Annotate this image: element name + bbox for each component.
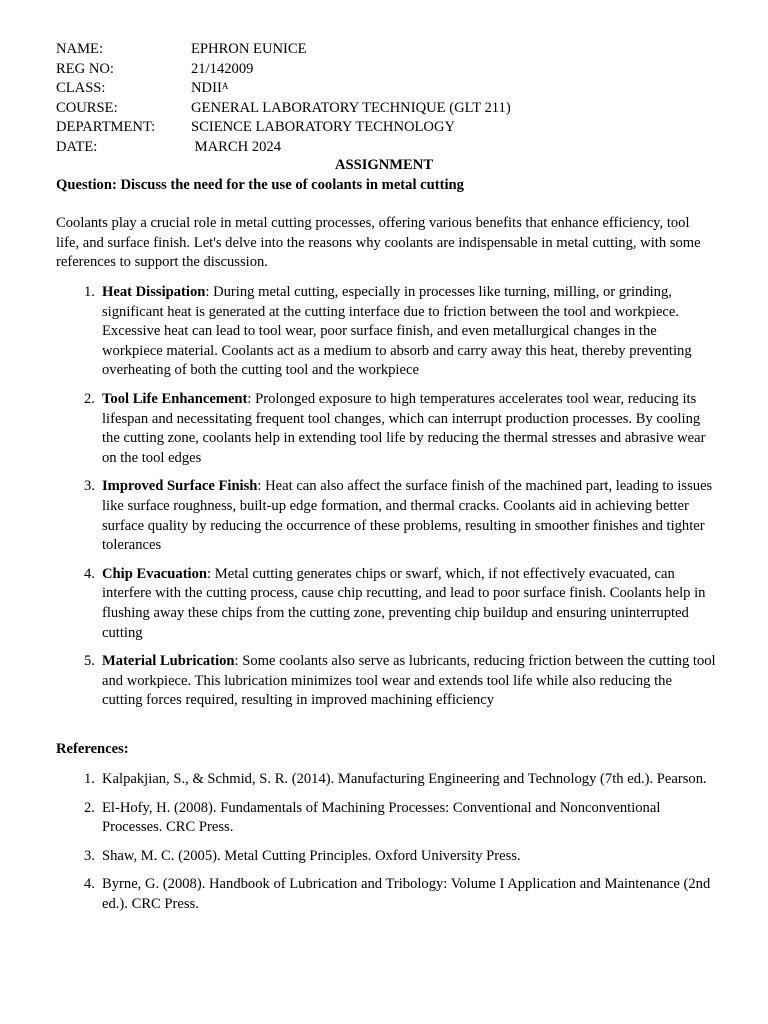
info-label: REG NO:: [56, 60, 114, 77]
list-number: 3.: [84, 478, 95, 495]
list-number-cell: [56, 875, 102, 914]
list-number: 2.: [84, 390, 95, 407]
info-row-reg-no: [56, 60, 511, 80]
reference-text: El-Hofy, H. (2008). Fundamentals of Machining Processes: Conventional and Nonconventional Processes. CRC Press.: [102, 799, 661, 836]
info-label: NAME:: [56, 41, 104, 57]
list-item: [56, 847, 716, 867]
references-heading: References:: [56, 741, 129, 757]
list-number: 2.: [84, 799, 95, 816]
list-item: [56, 477, 716, 555]
list-number-cell: [56, 847, 102, 867]
list-item-body: [102, 477, 716, 555]
info-row-name: [56, 40, 511, 60]
list-item: [56, 652, 716, 711]
info-value: SCIENCE LABORATORY TECHNOLOGY: [191, 119, 456, 136]
list-item: [56, 799, 716, 838]
info-row-course: [56, 99, 511, 119]
point-text: : During metal cutting, especially in processes like turning, milling, or grinding, significant heat is generated at the cutting interface due to friction between the tool and workpiece. Excessive heat can lead to tool wear, poor surface finish, and even metallurgical changes in the workpiece material. Coolants act as a medium to absorb and carry away this heat, thereby preventing overheating of both the cutting tool and the workpiece: [102, 284, 692, 379]
info-row-department: [56, 118, 511, 138]
list-number: 4.: [84, 565, 95, 582]
point-title: Improved Surface Finish: [102, 478, 258, 495]
list-number-cell: [56, 770, 102, 790]
point-text: : Metal cutting generates chips or swarf, which, if not effectively evacuated, can interfere with the cutting process, cause chip recutting, and lead to poor surface finish. Coolants help in flushing away these chips from the cutting zone, preventing chip buildup and ensuring uninterrupted cutting: [102, 565, 706, 641]
list-item-body: [102, 390, 716, 468]
point-title: Chip Evacuation: [102, 565, 208, 582]
list-item: [56, 390, 716, 468]
list-number: 4.: [84, 876, 95, 893]
list-number-cell: [56, 652, 102, 711]
point-text: : Prolonged exposure to high temperatures accelerates tool wear, reducing its lifespan and necessitating frequent tool changes, which can interrupt production processes. By cooling the cutting zone, coolants help in extending tool life by reducing the thermal stresses and abrasive wear on the tool edges: [102, 390, 706, 466]
intro-paragraph: Coolants play a crucial role in metal cutting processes, offering various benefits that enhance efficiency, tool life, and surface finish. Let's delve into the reasons why coolants are indispensable in metal cutting, with some references to support the discussion.: [56, 215, 701, 271]
list-number: 5.: [84, 653, 95, 670]
list-item-body: [102, 565, 716, 643]
info-value: 21/142009: [191, 60, 254, 77]
list-item: [56, 565, 716, 643]
info-row-class: [56, 79, 511, 99]
list-item: [56, 770, 716, 790]
info-value: NDII: [191, 80, 222, 97]
point-title: Material Lubrication: [102, 653, 235, 670]
list-item-body: [102, 283, 716, 381]
student-info-block: [56, 40, 511, 158]
reference-text: Byrne, G. (2008). Handbook of Lubrication and Tribology: Volume I Application and Maintenance (2nd ed.). CRC Press.: [102, 876, 711, 912]
point-text: : Some coolants also serve as lubricants, reducing friction between the cutting tool and workpiece. This lubrication minimizes tool wear and extends tool life while also reducing the cutting forces required, resulting in improved machining efficiency: [102, 653, 716, 709]
references-list: [56, 770, 716, 915]
reference-text: Shaw, M. C. (2005). Metal Cutting Principles. Oxford University Press.: [102, 847, 521, 864]
list-number-cell: [56, 565, 102, 643]
list-number: 3.: [84, 847, 95, 864]
list-number-cell: [56, 799, 102, 838]
points-list: [56, 283, 716, 711]
question-text: Question: Discuss the need for the use of coolants in metal cutting: [56, 177, 464, 193]
reference-text: Kalpakjian, S., & Schmid, S. R. (2014). Manufacturing Engineering and Technology (7th ed.). Pearson.: [102, 771, 707, 787]
info-label: DATE:: [56, 138, 98, 155]
list-item: [56, 875, 716, 914]
info-label: DEPARTMENT:: [56, 119, 156, 136]
info-label: COURSE:: [56, 99, 118, 116]
info-value: EPHRON EUNICE: [191, 41, 307, 57]
info-value: MARCH 2024: [191, 138, 282, 155]
info-value: GENERAL LABORATORY TECHNIQUE (GLT 211): [191, 99, 511, 116]
class-superscript: A: [221, 81, 229, 92]
point-title: Tool Life Enhancement: [102, 390, 248, 407]
assignment-title: ASSIGNMENT: [334, 157, 434, 173]
list-item: [56, 283, 716, 381]
list-item-body: [102, 652, 716, 711]
list-number: 1.: [84, 771, 95, 787]
list-number-cell: [56, 283, 102, 381]
point-title: Heat Dissipation: [102, 284, 206, 300]
point-text: : Heat can also affect the surface finish of the machined part, leading to issues like surface roughness, built-up edge formation, and thermal cracks. Coolants aid in achieving better surface quality by reducing the occurrence of these problems, resulting in smoother finishes and tighter tolerances: [102, 478, 713, 554]
list-number-cell: [56, 477, 102, 555]
info-value-wrap: [191, 79, 228, 99]
list-number: 1.: [84, 284, 95, 300]
info-label: CLASS:: [56, 80, 106, 97]
info-row-date: [56, 138, 511, 158]
list-number-cell: [56, 390, 102, 468]
